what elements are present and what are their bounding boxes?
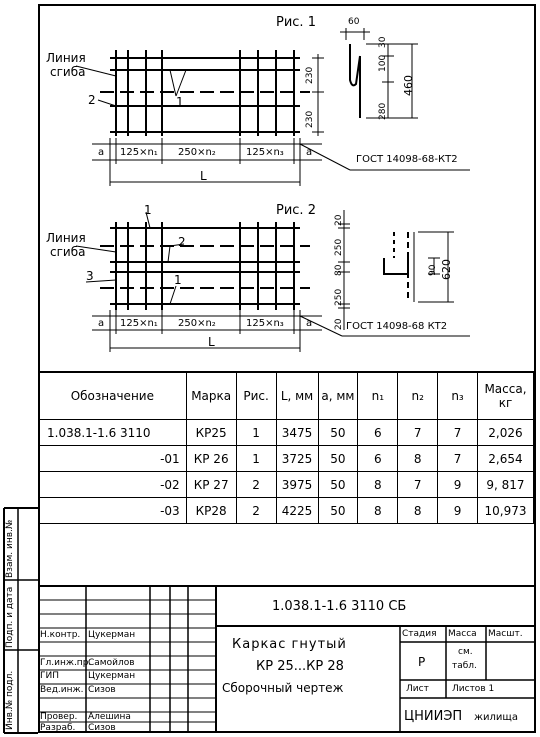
section-dim-30: 30 [378,36,388,48]
cell-figure: 1 [236,446,276,472]
role-label: Н.контр. [40,630,81,640]
dim-a-right: a [306,318,313,329]
section-dim-460: 460 [402,75,415,96]
cell-length: 3475 [276,420,318,446]
person-name: Алешина [88,712,131,722]
dim-230-bottom: 230 [305,110,315,128]
dim-125-n3: 125×n₃ [246,318,284,329]
person-name: Самойлов [88,658,135,668]
dim-L: L [200,169,207,183]
cell-figure: 2 [236,498,276,524]
person-name: Сизов [88,685,116,695]
cell-mark: КР25 [186,420,236,446]
col-header-a: a, мм [318,373,358,420]
figure-2-title: Рис. 2 [276,203,316,218]
figure-2-mesh [110,222,300,310]
strip-podp-data: Подп. и дата [5,586,15,648]
cell-designation: -02 [39,472,187,498]
bend-line-label-2: сгиба [50,65,86,79]
cell-designation: 1.038.1-1.6 3110 [39,420,187,446]
cell-mark: КР28 [186,498,236,524]
dim-250-n2: 250×n₂ [178,318,216,329]
dim-125-n1: 125×n₁ [120,318,158,329]
table-header-row [39,373,534,420]
callout-2: 2 [88,93,96,107]
specification-table [38,372,534,524]
cell-n2: 7 [398,472,438,498]
dim-a-right: a [306,147,313,158]
section-dim-90: 90 [428,264,438,276]
cell-n3: 7 [438,446,478,472]
cell-n2: 8 [398,446,438,472]
product-range: КР 25...КР 28 [256,659,344,674]
cell-mass: 2,654 [477,446,533,472]
section-dim-100: 100 [378,54,388,72]
role-label: Провер. [40,712,78,722]
cell-designation: -03 [39,498,187,524]
cell-figure: 1 [236,420,276,446]
figure-1-title: Рис. 1 [276,15,316,30]
cell-figure: 2 [236,472,276,498]
bend-line-label: Линия [46,231,86,245]
cell-n1: 8 [358,472,398,498]
col-header-mark: Марка [186,373,236,420]
table-row [39,498,534,524]
cell-n1: 6 [358,446,398,472]
cell-mass: 2,026 [477,420,533,446]
col-header-figure: Рис. [236,373,276,420]
cell-a: 50 [318,498,358,524]
dim-250-n2: 250×n₂ [178,147,216,158]
cell-n3: 9 [438,498,478,524]
stage-value: Р [418,655,426,669]
callout-2: 2 [178,235,186,249]
organization-name-2: жилища [474,712,518,723]
callout-1-bottom: 1 [174,273,182,287]
role-label: Вед.инж. [40,685,84,695]
product-name: Каркас гнутый [232,637,347,652]
cell-n3: 9 [438,472,478,498]
organization-name: ЦНИИЭП [404,709,463,724]
mass-value-1: см. [458,647,473,657]
bend-line-label-2: сгиба [50,245,86,259]
dim-230-top: 230 [305,66,315,84]
drawing-type: Сборочный чертеж [222,681,344,695]
cell-a: 50 [318,446,358,472]
cell-a: 50 [318,420,358,446]
cell-mark: КР 26 [186,446,236,472]
col-header-n3: n₃ [438,373,478,420]
dim-125-n1: 125×n₁ [120,147,158,158]
role-label: ГИП [40,671,59,681]
dim-a-left: a [98,147,105,158]
person-name: Цукерман [88,630,136,640]
document-number: 1.038.1-1.6 3110 СБ [272,599,407,614]
table-row [39,420,534,446]
role-label: Разраб. [40,723,76,733]
cell-n1: 8 [358,498,398,524]
dim-125-n3: 125×n₃ [246,147,284,158]
sheet-label: Лист [406,684,429,694]
gost-ref-2: ГОСТ 14098-68 КТ2 [346,321,448,332]
cell-mark: КР 27 [186,472,236,498]
callout-3: 3 [86,269,94,283]
col-header-mass: Масса, кг [477,373,533,420]
cell-mass: 9, 817 [477,472,533,498]
cell-length: 3725 [276,446,318,472]
person-name: Сизов [88,723,116,733]
cell-designation: -01 [39,446,187,472]
dim-L: L [208,335,215,349]
person-name: Цукерман [88,671,136,681]
section-dim-620: 620 [440,259,453,280]
col-header-length: L, мм [276,373,318,420]
role-label: Гл.инж.пр. [40,658,92,668]
dim-250-a: 250 [334,238,344,256]
scale-label: Масшт. [488,629,523,639]
dim-250-b: 250 [334,288,344,306]
strip-inv-podl: Инв.№ подл. [5,670,15,730]
cell-a: 50 [318,472,358,498]
mass-label: Масса [448,629,477,639]
cell-length: 4225 [276,498,318,524]
dim-20-bottom: 20 [334,318,344,330]
col-header-n2: n₂ [398,373,438,420]
cell-n1: 6 [358,420,398,446]
dim-80: 80 [334,264,344,276]
strip-inv-zam: Взам. инв.№ [5,519,15,578]
stage-label: Стадия [402,629,437,639]
cell-n3: 7 [438,420,478,446]
gost-ref-1: ГОСТ 14098-68-КТ2 [356,154,458,165]
col-header-n1: n₁ [358,373,398,420]
section-dim-280: 280 [378,102,388,120]
table-row [39,446,534,472]
cell-mass: 10,973 [477,498,533,524]
col-header-designation: Обозначение [39,373,187,420]
cell-n2: 8 [398,498,438,524]
bend-line-label: Линия [46,51,86,65]
section-dim-60: 60 [348,17,360,27]
dim-20-top: 20 [334,214,344,226]
cell-n2: 7 [398,420,438,446]
mass-value-2: табл. [452,661,477,671]
cell-length: 3975 [276,472,318,498]
callout-1: 1 [176,95,184,109]
table-row [39,472,534,498]
dim-a-left: a [98,318,105,329]
sheets-label: Листов 1 [452,684,495,694]
callout-1-top: 1 [144,203,152,217]
